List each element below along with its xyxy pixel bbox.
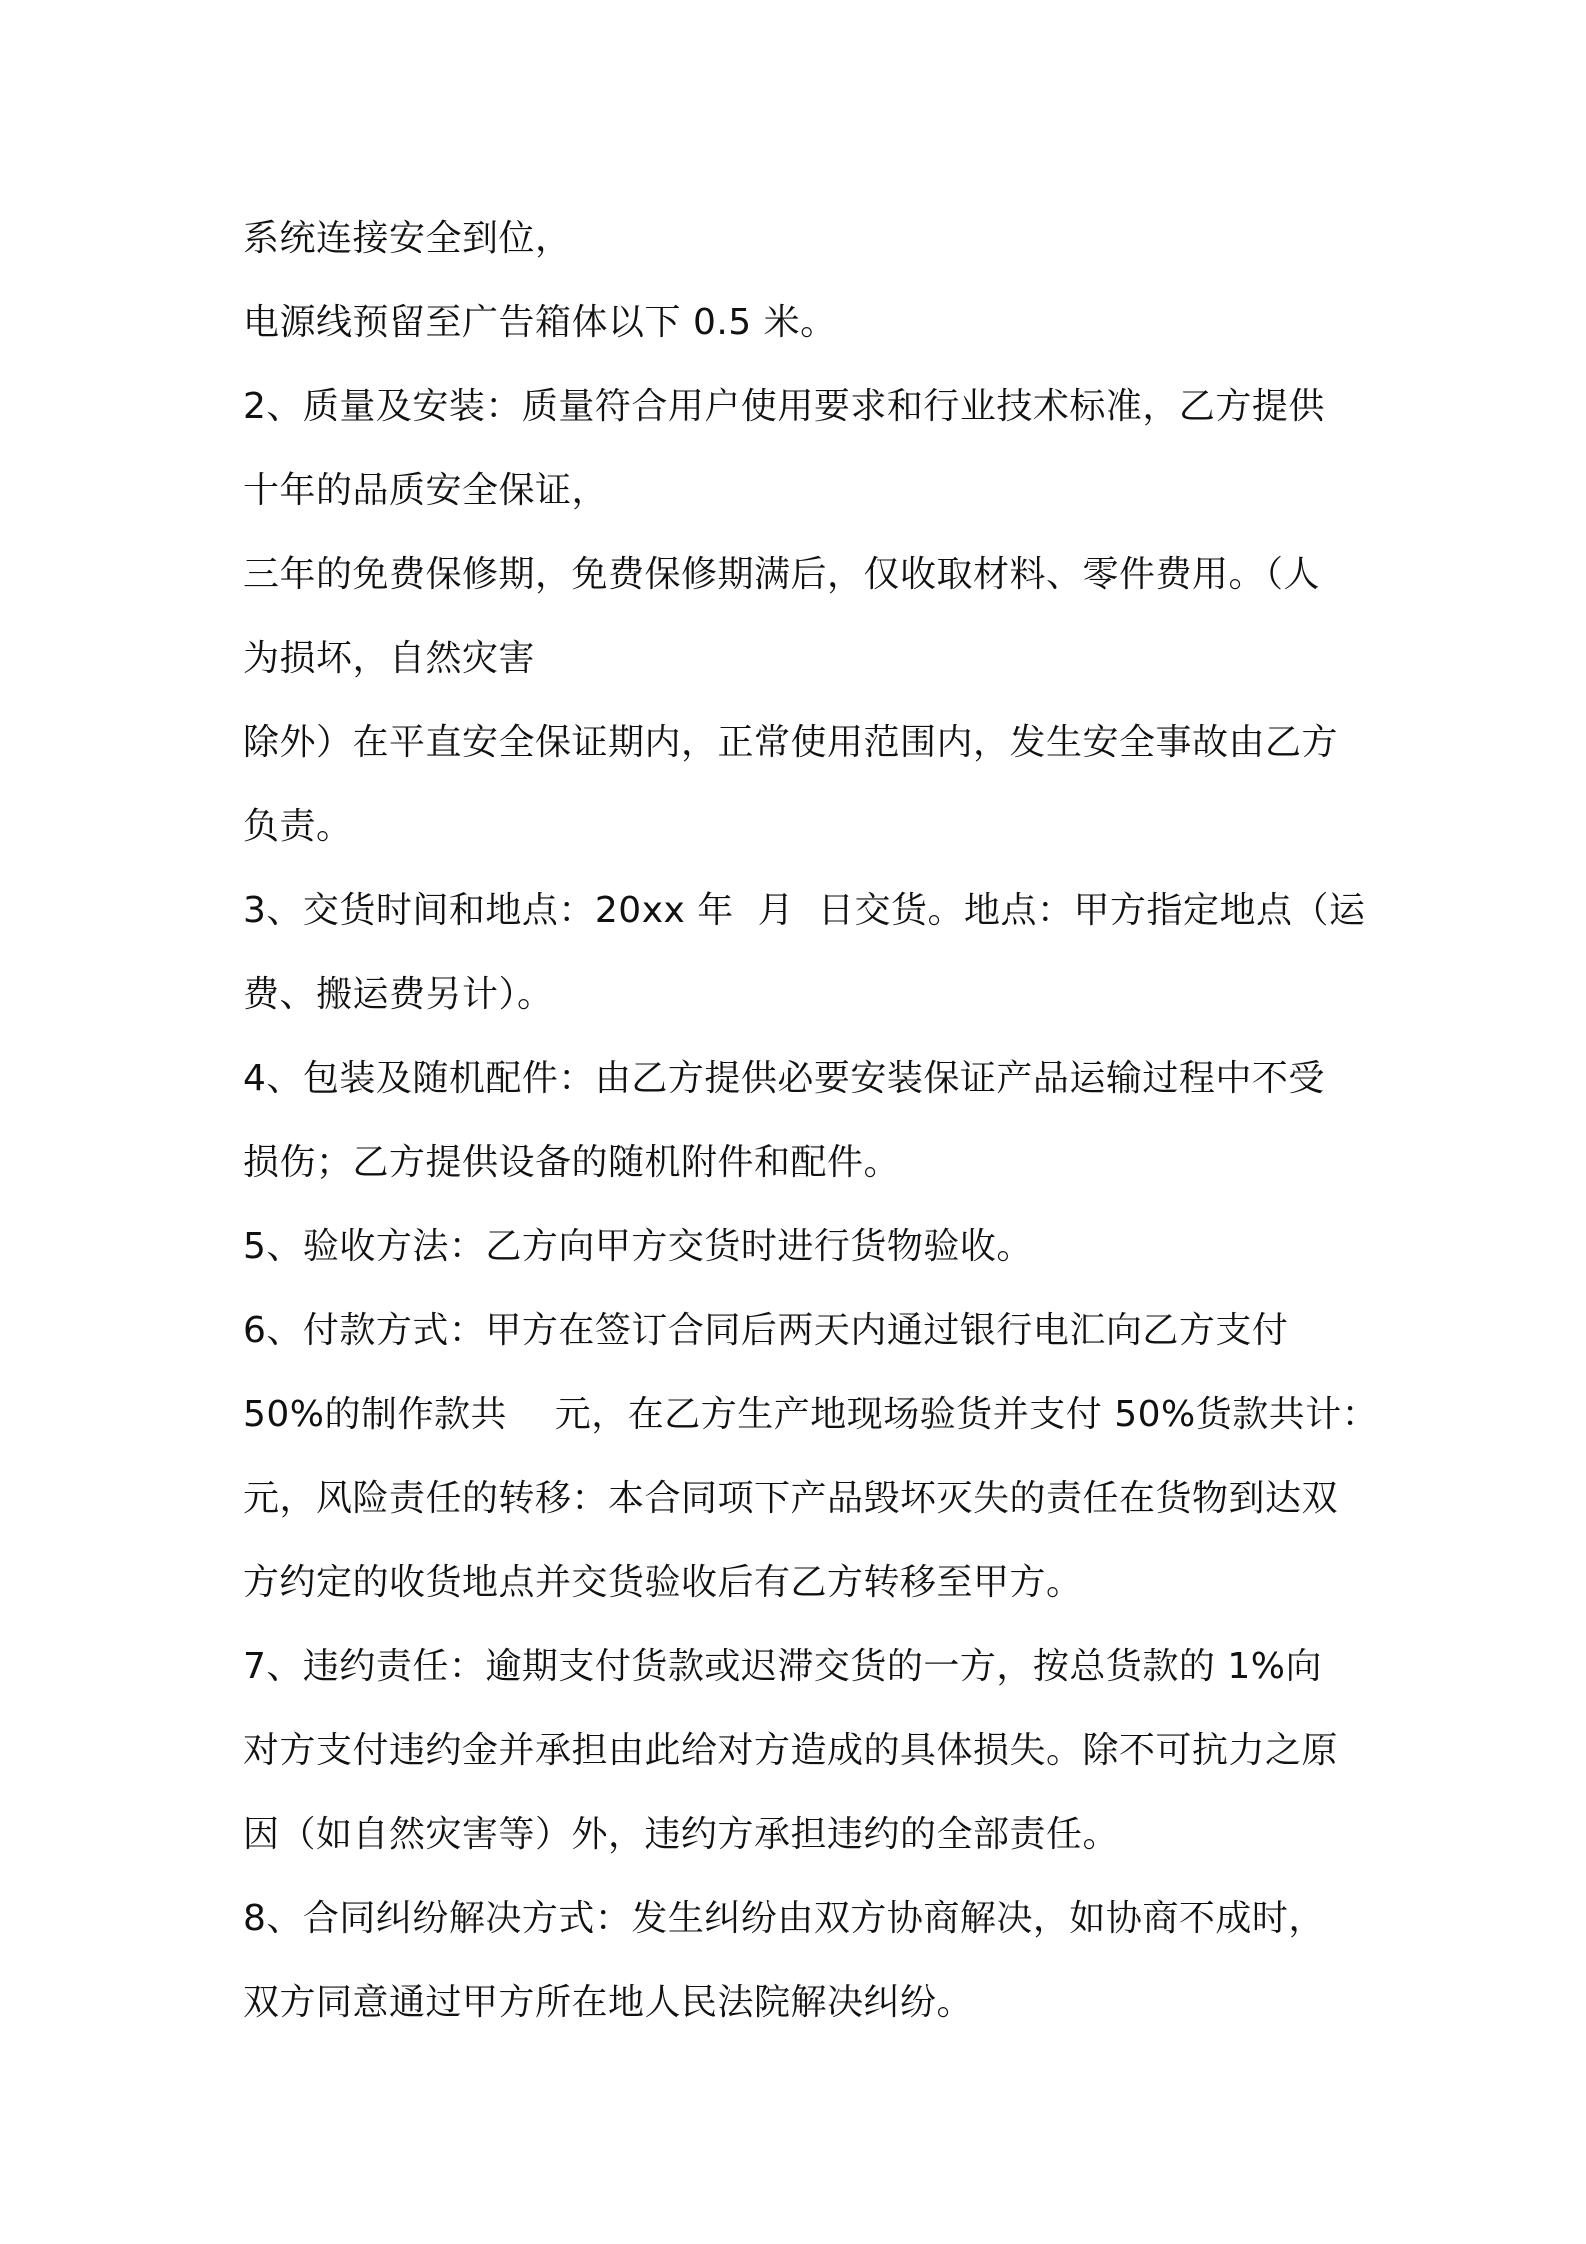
text-line: 50%的制作款共 元，在乙方生产地现场验货并支付 50%货款共计：: [243, 1394, 1379, 1435]
text-line: 十年的品质安全保证，: [243, 470, 609, 511]
text-line: 对方支付违约金并承担由此给对方造成的具体损失。除不可抗力之原: [243, 1730, 1339, 1771]
document-body: [243, 197, 1379, 2045]
text-line: 损伤；乙方提供设备的随机附件和配件。: [243, 1142, 901, 1183]
clause-4-line: 4、包装及随机配件：由乙方提供必要安装保证产品运输过程中不受: [243, 1058, 1325, 1099]
text-line: 电源线预留至广告箱体以下 0.5 米。: [243, 302, 837, 343]
text-line: 负责。: [243, 806, 353, 847]
text-line: 双方同意通过甲方所在地人民法院解决纠纷。: [243, 1982, 974, 2023]
text-line: 系统连接安全到位，: [243, 218, 572, 259]
clause-5-line: 5、验收方法：乙方向甲方交货时进行货物验收。: [243, 1226, 1033, 1267]
clause-7-line: 7、违约责任：逾期支付货款或迟滞交货的一方，按总货款的 1%向: [243, 1646, 1322, 1687]
text-line: 方约定的收货地点并交货验收后有乙方转移至甲方。: [243, 1562, 1083, 1603]
text-line: 除外）在平直安全保证期内，正常使用范围内，发生安全事故由乙方: [243, 722, 1339, 763]
clause-3-line: 3、交货时间和地点：20xx 年 月 日交货。地点：甲方指定地点（运: [243, 890, 1366, 931]
text-line: 因（如自然灾害等）外，违约方承担违约的全部责任。: [243, 1814, 1120, 1855]
clause-2-line: 2、质量及安装：质量符合用户使用要求和行业技术标准，乙方提供: [243, 386, 1325, 427]
text-line: 为损坏，自然灾害: [243, 638, 536, 679]
text-line: 费、搬运费另计）。: [243, 974, 554, 1015]
text-line: 元，风险责任的转移：本合同项下产品毁坏灭失的责任在货物到达双: [243, 1478, 1339, 1519]
text-line: 三年的免费保修期，免费保修期满后，仅收取材料、零件费用。（人: [243, 554, 1321, 595]
clause-8-line: 8、合同纠纷解决方式：发生纠纷由双方协商解决，如协商不成时，: [243, 1898, 1325, 1939]
clause-6-line: 6、付款方式：甲方在签订合同后两天内通过银行电汇向乙方支付: [243, 1310, 1289, 1351]
